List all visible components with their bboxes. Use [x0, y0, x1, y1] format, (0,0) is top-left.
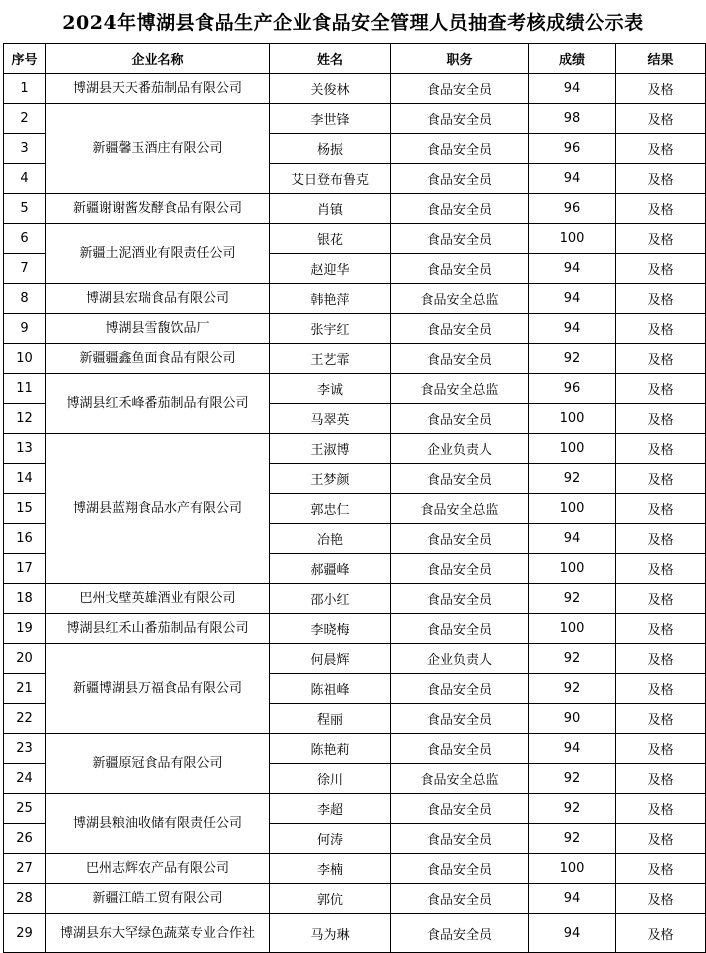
table-row [4, 794, 706, 824]
cell-name: 何晨辉 [270, 644, 391, 674]
cell-position: 食品安全员 [391, 824, 529, 854]
cell-name: 冶艳 [270, 524, 391, 554]
results-table [3, 43, 706, 953]
cell-result: 及格 [616, 644, 706, 674]
cell-result: 及格 [616, 794, 706, 824]
cell-company: 博湖县蓝翔食品水产有限公司 [46, 434, 270, 584]
cell-no: 28 [4, 884, 46, 914]
cell-position: 食品安全员 [391, 554, 529, 584]
cell-position: 食品安全员 [391, 794, 529, 824]
cell-score: 94 [529, 884, 616, 914]
cell-result: 及格 [616, 224, 706, 254]
cell-no: 2 [4, 104, 46, 134]
cell-result: 及格 [616, 104, 706, 134]
cell-name: 王梦颜 [270, 464, 391, 494]
cell-result: 及格 [616, 254, 706, 284]
page-title: 2024年博湖县食品生产企业食品安全管理人员抽查考核成绩公示表 [62, 12, 644, 34]
cell-result: 及格 [616, 494, 706, 524]
cell-no: 9 [4, 314, 46, 344]
cell-result: 及格 [616, 764, 706, 794]
cell-name: 李晓梅 [270, 614, 391, 644]
cell-company: 新疆博湖县万福食品有限公司 [46, 644, 270, 734]
cell-position: 食品安全员 [391, 584, 529, 614]
cell-no: 14 [4, 464, 46, 494]
cell-name: 徐川 [270, 764, 391, 794]
cell-score: 100 [529, 404, 616, 434]
cell-name: 马翠英 [270, 404, 391, 434]
cell-score: 92 [529, 644, 616, 674]
cell-score: 98 [529, 104, 616, 134]
cell-company: 博湖县天天番茄制品有限公司 [46, 74, 270, 104]
cell-result: 及格 [616, 284, 706, 314]
cell-result: 及格 [616, 734, 706, 764]
cell-no: 25 [4, 794, 46, 824]
cell-score: 94 [529, 284, 616, 314]
cell-score: 90 [529, 704, 616, 734]
cell-no: 18 [4, 584, 46, 614]
cell-result: 及格 [616, 434, 706, 464]
cell-company: 博湖县粮油收储有限责任公司 [46, 794, 270, 854]
cell-result: 及格 [616, 74, 706, 104]
cell-position: 食品安全员 [391, 524, 529, 554]
cell-name: 赵迎华 [270, 254, 391, 284]
cell-name: 陈祖峰 [270, 674, 391, 704]
cell-position: 食品安全员 [391, 404, 529, 434]
table-row [4, 344, 706, 374]
cell-no: 22 [4, 704, 46, 734]
cell-position: 食品安全员 [391, 734, 529, 764]
cell-score: 96 [529, 194, 616, 224]
cell-name: 李超 [270, 794, 391, 824]
header-score: 成绩 [529, 44, 616, 74]
cell-score: 94 [529, 314, 616, 344]
table-row [4, 284, 706, 314]
cell-score: 100 [529, 554, 616, 584]
table-row [4, 104, 706, 134]
cell-result: 及格 [616, 554, 706, 584]
cell-no: 19 [4, 614, 46, 644]
cell-name: 李楠 [270, 854, 391, 884]
cell-score: 92 [529, 344, 616, 374]
cell-position: 食品安全员 [391, 344, 529, 374]
cell-score: 92 [529, 764, 616, 794]
cell-name: 王淑博 [270, 434, 391, 464]
cell-result: 及格 [616, 344, 706, 374]
cell-name: 张宇红 [270, 314, 391, 344]
cell-name: 肖镇 [270, 194, 391, 224]
cell-position: 食品安全总监 [391, 374, 529, 404]
cell-name: 李世锋 [270, 104, 391, 134]
cell-result: 及格 [616, 374, 706, 404]
table-row [4, 224, 706, 254]
cell-no: 13 [4, 434, 46, 464]
cell-company: 新疆江皓工贸有限公司 [46, 884, 270, 914]
cell-name: 马为琳 [270, 914, 391, 953]
cell-no: 26 [4, 824, 46, 854]
cell-no: 6 [4, 224, 46, 254]
cell-no: 11 [4, 374, 46, 404]
cell-result: 及格 [616, 914, 706, 953]
cell-position: 食品安全员 [391, 164, 529, 194]
cell-position: 食品安全员 [391, 314, 529, 344]
table-row [4, 74, 706, 104]
cell-no: 1 [4, 74, 46, 104]
cell-name: 程丽 [270, 704, 391, 734]
cell-score: 100 [529, 434, 616, 464]
cell-name: 郭忠仁 [270, 494, 391, 524]
cell-score: 92 [529, 824, 616, 854]
cell-score: 94 [529, 74, 616, 104]
cell-position: 食品安全员 [391, 224, 529, 254]
cell-score: 100 [529, 224, 616, 254]
cell-name: 李诚 [270, 374, 391, 404]
table-row [4, 614, 706, 644]
cell-no: 27 [4, 854, 46, 884]
table-row [4, 584, 706, 614]
cell-no: 10 [4, 344, 46, 374]
table-row [4, 644, 706, 674]
cell-result: 及格 [616, 674, 706, 704]
cell-company: 博湖县东大罕绿色蔬菜专业合作社 [46, 914, 270, 953]
table-row [4, 374, 706, 404]
cell-company: 巴州戈壁英雄酒业有限公司 [46, 584, 270, 614]
header-row [4, 44, 706, 74]
cell-name: 韩艳萍 [270, 284, 391, 314]
cell-position: 食品安全员 [391, 104, 529, 134]
cell-name: 王艺霏 [270, 344, 391, 374]
cell-score: 94 [529, 524, 616, 554]
cell-score: 96 [529, 374, 616, 404]
cell-name: 关俊林 [270, 74, 391, 104]
cell-score: 96 [529, 134, 616, 164]
cell-company: 新疆疆鑫鱼面食品有限公司 [46, 344, 270, 374]
cell-position: 食品安全员 [391, 704, 529, 734]
cell-result: 及格 [616, 854, 706, 884]
cell-result: 及格 [616, 524, 706, 554]
cell-position: 食品安全员 [391, 194, 529, 224]
cell-position: 企业负责人 [391, 434, 529, 464]
cell-no: 21 [4, 674, 46, 704]
cell-name: 何涛 [270, 824, 391, 854]
cell-position: 食品安全员 [391, 134, 529, 164]
cell-score: 94 [529, 914, 616, 953]
table-row [4, 884, 706, 914]
cell-company: 新疆谢谢酱发酵食品有限公司 [46, 194, 270, 224]
cell-position: 食品安全总监 [391, 764, 529, 794]
cell-name: 郭伉 [270, 884, 391, 914]
cell-position: 食品安全总监 [391, 284, 529, 314]
cell-score: 100 [529, 494, 616, 524]
cell-position: 食品安全总监 [391, 494, 529, 524]
header-position: 职务 [391, 44, 529, 74]
cell-name: 邵小红 [270, 584, 391, 614]
cell-company: 新疆馨玉酒庄有限公司 [46, 104, 270, 194]
cell-position: 食品安全员 [391, 914, 529, 953]
cell-company: 博湖县红禾山番茄制品有限公司 [46, 614, 270, 644]
cell-company: 博湖县雪馥饮品厂 [46, 314, 270, 344]
cell-no: 7 [4, 254, 46, 284]
cell-result: 及格 [616, 194, 706, 224]
cell-company: 新疆原冠食品有限公司 [46, 734, 270, 794]
cell-score: 94 [529, 254, 616, 284]
cell-score: 100 [529, 614, 616, 644]
cell-result: 及格 [616, 314, 706, 344]
cell-company: 巴州志辉农产品有限公司 [46, 854, 270, 884]
cell-score: 92 [529, 464, 616, 494]
cell-no: 20 [4, 644, 46, 674]
cell-score: 94 [529, 734, 616, 764]
header-name: 姓名 [270, 44, 391, 74]
cell-no: 5 [4, 194, 46, 224]
cell-no: 16 [4, 524, 46, 554]
cell-position: 食品安全员 [391, 254, 529, 284]
table-row [4, 854, 706, 884]
cell-no: 4 [4, 164, 46, 194]
cell-score: 94 [529, 164, 616, 194]
header-result: 结果 [616, 44, 706, 74]
cell-score: 92 [529, 584, 616, 614]
cell-name: 郝疆峰 [270, 554, 391, 584]
cell-no: 15 [4, 494, 46, 524]
cell-result: 及格 [616, 824, 706, 854]
cell-position: 食品安全员 [391, 884, 529, 914]
cell-result: 及格 [616, 614, 706, 644]
cell-company: 博湖县红禾峰番茄制品有限公司 [46, 374, 270, 434]
cell-no: 3 [4, 134, 46, 164]
cell-position: 食品安全员 [391, 674, 529, 704]
cell-no: 23 [4, 734, 46, 764]
cell-result: 及格 [616, 704, 706, 734]
cell-score: 92 [529, 794, 616, 824]
table-row [4, 314, 706, 344]
cell-score: 100 [529, 854, 616, 884]
cell-result: 及格 [616, 884, 706, 914]
cell-result: 及格 [616, 164, 706, 194]
cell-no: 17 [4, 554, 46, 584]
cell-no: 24 [4, 764, 46, 794]
cell-position: 食品安全员 [391, 74, 529, 104]
header-no: 序号 [4, 44, 46, 74]
header-company: 企业名称 [46, 44, 270, 74]
cell-score: 92 [529, 674, 616, 704]
cell-position: 食品安全员 [391, 464, 529, 494]
cell-result: 及格 [616, 134, 706, 164]
cell-no: 8 [4, 284, 46, 314]
cell-position: 食品安全员 [391, 614, 529, 644]
cell-no: 12 [4, 404, 46, 434]
cell-name: 艾日登布鲁克 [270, 164, 391, 194]
cell-position: 食品安全员 [391, 854, 529, 884]
cell-result: 及格 [616, 404, 706, 434]
table-row [4, 434, 706, 464]
table-row [4, 734, 706, 764]
table-row [4, 194, 706, 224]
cell-company: 新疆土泥酒业有限责任公司 [46, 224, 270, 284]
table-row [4, 914, 706, 953]
cell-no: 29 [4, 914, 46, 953]
cell-result: 及格 [616, 464, 706, 494]
cell-company: 博湖县宏瑞食品有限公司 [46, 284, 270, 314]
cell-name: 银花 [270, 224, 391, 254]
cell-position: 企业负责人 [391, 644, 529, 674]
cell-name: 陈艳莉 [270, 734, 391, 764]
cell-name: 杨振 [270, 134, 391, 164]
table-body [4, 74, 706, 953]
cell-result: 及格 [616, 584, 706, 614]
